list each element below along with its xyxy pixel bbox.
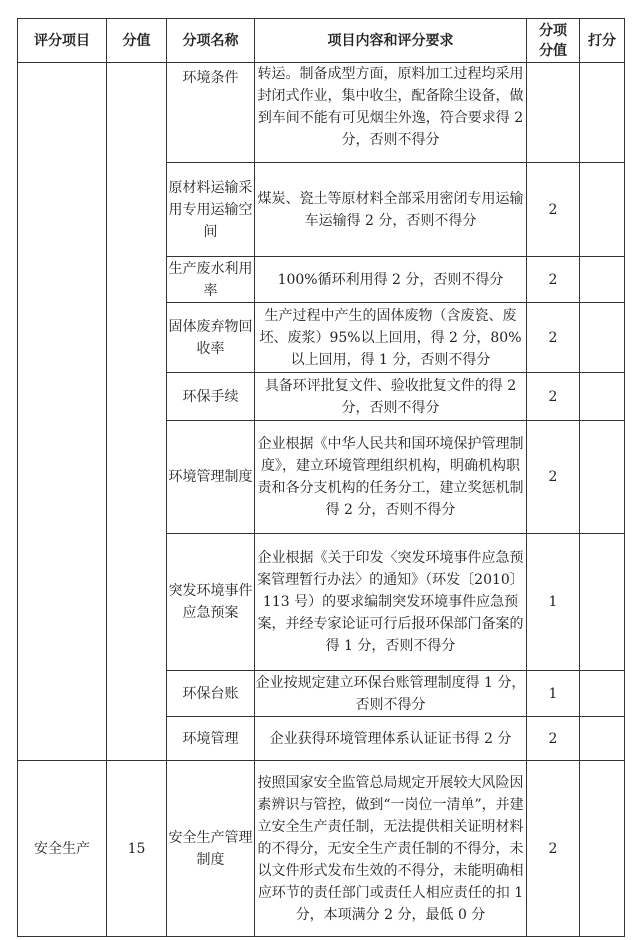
header-category: 评分项目 [18,19,107,63]
item-name: 安全生产管理制度 [167,761,255,937]
item-name: 环境管理制度 [167,421,255,534]
item-requirement: 企业按规定建立环保台账管理制度得 1 分，否则不得分 [255,671,527,717]
category-cell-safety: 安全生产 [18,761,107,937]
rating-cell [580,163,625,257]
rating-cell [580,534,625,671]
score-cell-safety: 15 [107,761,167,937]
item-score: 2 [527,373,580,421]
rating-cell [580,373,625,421]
item-requirement: 煤炭、瓷土等原材料全部采用密闭专用运输车运输得 2 分，否则不得分 [255,163,527,257]
rating-cell [580,671,625,717]
item-requirement: 生产过程中产生的固体废物（含废瓷、废坯、废浆）95%以上回用，得 2 分，80%以上回用，得 1 分，否则不得分 [255,303,527,373]
header-item-score: 分项分值 [527,19,580,63]
item-score [527,63,580,163]
item-name: 环境管理 [167,717,255,761]
item-score: 2 [527,761,580,937]
scoring-table [17,18,625,937]
rating-cell [580,63,625,163]
item-requirement: 按照国家安全监管总局规定开展较大风险因素辨识与管控，做到“一岗位一清单”，并建立安全生产责任制，无法提供相关证明材料的不得分，无安全生产责任制的不得分，未以文件形式发布生效的不得分，未能明确相应环节的责任部门或责任人相应责任的扣 1 分，本项满分 2 分，最低 0 分 [255,761,527,937]
item-requirement: 企业根据《关于印发〈突发环境事件应急预案管理暂行办法〉的通知》（环发〔2010〕113 号）的要求编制突发环境事件应急预案，并经专家论证可行后报环保部门备案的得 1 分，否则不得分 [255,534,527,671]
item-requirement: 100%循环利用得 2 分，否则不得分 [255,257,527,303]
table-row-safety [18,761,625,937]
item-requirement: 企业获得环境管理体系认证证书得 2 分 [255,717,527,761]
header-requirement: 项目内容和评分要求 [255,19,527,63]
rating-cell [580,257,625,303]
header-score: 分值 [107,19,167,63]
item-requirement: 企业根据《中华人民共和国环境保护管理制度》，建立环境管理组织机构，明确机构职责和各分支机构的任务分工，建立奖惩机制得 2 分，否则不得分 [255,421,527,534]
item-name: 固体废弃物回收率 [167,303,255,373]
item-score: 2 [527,163,580,257]
item-score: 2 [527,717,580,761]
item-name: 环保台账 [167,671,255,717]
item-score: 2 [527,257,580,303]
rating-cell [580,717,625,761]
category-cell-environment [18,63,107,761]
item-score: 1 [527,534,580,671]
score-cell-environment [107,63,167,761]
item-name: 原材料运输采用专用运输空间 [167,163,255,257]
header-rating: 打分 [580,19,625,63]
item-score: 1 [527,671,580,717]
table-row [18,63,625,163]
rating-cell [580,303,625,373]
rating-cell [580,761,625,937]
header-row [18,19,625,63]
item-name: 环境条件 [167,63,255,163]
item-name: 生产废水利用率 [167,257,255,303]
item-name: 突发环境事件应急预案 [167,534,255,671]
item-score: 2 [527,421,580,534]
item-requirement: 转运。制备成型方面，原料加工过程均采用封闭式作业，集中收尘，配备除尘设备，做到车间不能有可见烟尘外逸，符合要求得 2 分，否则不得分 [255,63,527,163]
header-item: 分项名称 [167,19,255,63]
item-score: 2 [527,303,580,373]
item-requirement: 具备环评批复文件、验收批复文件的得 2 分，否则不得分 [255,373,527,421]
item-name: 环保手续 [167,373,255,421]
rating-cell [580,421,625,534]
